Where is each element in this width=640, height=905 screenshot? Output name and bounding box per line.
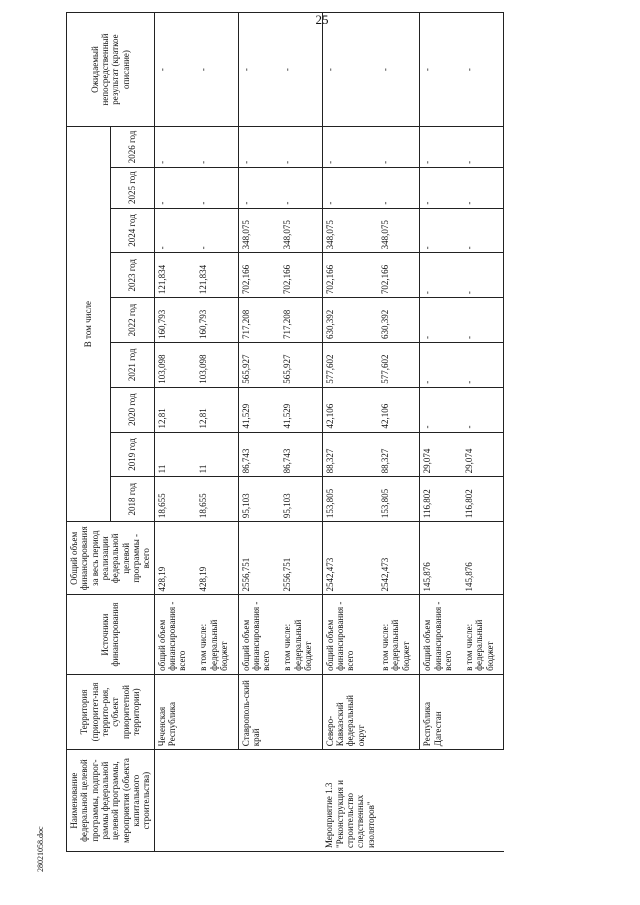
- header-year: 2024 год: [110, 208, 154, 253]
- cell-year-value: -: [322, 167, 378, 208]
- financing-table: [66, 12, 504, 852]
- cell-year-value: 348,075: [280, 208, 322, 253]
- cell-year-value: 88,327: [378, 432, 420, 477]
- cell-year-value: 116,802: [462, 477, 504, 522]
- header-including: В том числе: [67, 127, 111, 522]
- header-year: 2023 год: [110, 253, 154, 298]
- header-year: 2026 год: [110, 127, 154, 168]
- cell-total: 2542,473: [378, 522, 420, 595]
- cell-year-value: -: [420, 167, 462, 208]
- header-year: 2025 год: [110, 167, 154, 208]
- cell-year-value: 717,208: [238, 298, 280, 343]
- table-row: [238, 13, 280, 852]
- cell-year-value: 11: [196, 432, 238, 477]
- cell-year-value: 95,103: [280, 477, 322, 522]
- cell-year-value: 160,793: [154, 298, 196, 343]
- table-row: [280, 13, 322, 852]
- header-year: 2020 год: [110, 387, 154, 432]
- header-total: Общий объем финансирования за весь период реализации федеральной целевой программы - всего: [67, 522, 155, 595]
- cell-year-value: 565,927: [238, 342, 280, 387]
- cell-territory: [196, 674, 238, 749]
- cell-year-value: 41,529: [280, 387, 322, 432]
- cell-year-value: 121,834: [154, 253, 196, 298]
- cell-year-value: -: [154, 127, 196, 168]
- cell-result: -: [154, 13, 196, 127]
- cell-result: -: [462, 13, 504, 127]
- header-year: 2021 год: [110, 342, 154, 387]
- cell-year-value: 29,074: [462, 432, 504, 477]
- cell-year-value: 717,208: [280, 298, 322, 343]
- cell-year-value: -: [420, 387, 462, 432]
- cell-year-value: 42,106: [322, 387, 378, 432]
- table-row: [420, 13, 462, 852]
- cell-year-value: 348,075: [322, 208, 378, 253]
- cell-year-value: 12,81: [154, 387, 196, 432]
- cell-year-value: -: [196, 167, 238, 208]
- cell-result: -: [196, 13, 238, 127]
- cell-year-value: -: [462, 167, 504, 208]
- cell-year-value: 116,802: [420, 477, 462, 522]
- cell-year-value: -: [462, 342, 504, 387]
- cell-year-value: -: [378, 127, 420, 168]
- cell-source: общий объем финансирования - всего: [238, 595, 280, 674]
- footer-code-text: 28021058.doc: [36, 826, 45, 872]
- table-row: [196, 13, 238, 852]
- cell-name: [196, 750, 238, 852]
- cell-year-value: 702,166: [238, 253, 280, 298]
- page-number: 25: [315, 12, 329, 27]
- cell-source: в том числе: федеральный бюджет: [378, 595, 420, 674]
- table-row: [154, 13, 196, 852]
- header-result: Ожидаемый непосредственный результат (краткое описание): [67, 13, 155, 127]
- cell-territory: [280, 674, 322, 749]
- cell-territory: Республика Дагестан: [420, 674, 462, 749]
- financing-table-container: [66, 12, 582, 852]
- cell-year-value: -: [378, 167, 420, 208]
- cell-year-value: 95,103: [238, 477, 280, 522]
- cell-year-value: -: [238, 167, 280, 208]
- cell-source: в том числе: федеральный бюджет: [196, 595, 238, 674]
- cell-name: [280, 750, 322, 852]
- cell-year-value: 12,81: [196, 387, 238, 432]
- cell-year-value: -: [238, 127, 280, 168]
- cell-total: 145,876: [462, 522, 504, 595]
- cell-year-value: 565,927: [280, 342, 322, 387]
- cell-year-value: -: [154, 167, 196, 208]
- cell-year-value: 702,166: [378, 253, 420, 298]
- cell-year-value: -: [280, 167, 322, 208]
- cell-source: общий объем финансирования - всего: [154, 595, 196, 674]
- cell-source: общий объем финансирования - всего: [420, 595, 462, 674]
- header-year: 2022 год: [110, 298, 154, 343]
- cell-year-value: -: [420, 253, 462, 298]
- cell-year-value: -: [196, 127, 238, 168]
- cell-source: в том числе: федеральный бюджет: [280, 595, 322, 674]
- cell-year-value: 153,805: [322, 477, 378, 522]
- cell-year-value: 630,392: [378, 298, 420, 343]
- cell-year-value: 18,655: [196, 477, 238, 522]
- cell-year-value: 103,098: [154, 342, 196, 387]
- cell-year-value: 88,327: [322, 432, 378, 477]
- cell-name: [378, 750, 420, 852]
- table-header: [67, 13, 155, 852]
- table-row: [322, 13, 378, 852]
- header-name: Наименование федеральной целевой программы, подпрог-раммы федеральной целевой программы, мероприятия (объекта капитального строительства): [67, 750, 155, 852]
- cell-year-value: 86,743: [238, 432, 280, 477]
- cell-name: [154, 750, 196, 852]
- cell-year-value: 29,074: [420, 432, 462, 477]
- cell-territory: Ставрополь-ский край: [238, 674, 280, 749]
- header-source: Источники финансирования: [67, 595, 155, 674]
- cell-year-value: 103,098: [196, 342, 238, 387]
- cell-year-value: -: [154, 208, 196, 253]
- cell-name: [462, 750, 504, 852]
- cell-total: 2556,751: [280, 522, 322, 595]
- cell-name: Мероприятие 1.3 "Реконструкция и строительство следственных изоляторов": [322, 750, 378, 852]
- cell-result: -: [378, 13, 420, 127]
- cell-result: -: [280, 13, 322, 127]
- cell-year-value: 41,529: [238, 387, 280, 432]
- cell-name: [238, 750, 280, 852]
- cell-territory: [462, 674, 504, 749]
- cell-year-value: -: [420, 208, 462, 253]
- cell-year-value: -: [462, 208, 504, 253]
- header-year: 2018 год: [110, 477, 154, 522]
- cell-year-value: -: [420, 127, 462, 168]
- header-territory: Территория (приоритет-ная террито-рия, субъект приоритетной территории): [67, 674, 155, 749]
- cell-total: 428,19: [154, 522, 196, 595]
- cell-territory: Чеченская Республика: [154, 674, 196, 749]
- cell-result: -: [420, 13, 462, 127]
- cell-year-value: 348,075: [238, 208, 280, 253]
- cell-result: -: [238, 13, 280, 127]
- cell-year-value: 630,392: [322, 298, 378, 343]
- cell-total: 428,19: [196, 522, 238, 595]
- cell-source: в том числе: федеральный бюджет: [462, 595, 504, 674]
- cell-total: 2542,473: [322, 522, 378, 595]
- cell-year-value: 153,805: [378, 477, 420, 522]
- cell-total: 2556,751: [238, 522, 280, 595]
- cell-year-value: 11: [154, 432, 196, 477]
- cell-total: 145,876: [420, 522, 462, 595]
- cell-year-value: -: [462, 298, 504, 343]
- cell-year-value: -: [280, 127, 322, 168]
- cell-year-value: -: [196, 208, 238, 253]
- cell-year-value: 121,834: [196, 253, 238, 298]
- cell-year-value: 160,793: [196, 298, 238, 343]
- cell-result: -: [322, 13, 378, 127]
- cell-year-value: 702,166: [322, 253, 378, 298]
- cell-year-value: 42,106: [378, 387, 420, 432]
- cell-year-value: 577,602: [378, 342, 420, 387]
- table-row: [378, 13, 420, 852]
- table-body: [154, 13, 504, 852]
- table-row: [462, 13, 504, 852]
- cell-year-value: -: [462, 253, 504, 298]
- cell-year-value: 86,743: [280, 432, 322, 477]
- cell-territory: Северо-Кавказский федеральный округ: [322, 674, 378, 749]
- cell-year-value: 18,655: [154, 477, 196, 522]
- cell-year-value: -: [420, 298, 462, 343]
- cell-year-value: 348,075: [378, 208, 420, 253]
- cell-territory: [378, 674, 420, 749]
- cell-year-value: 702,166: [280, 253, 322, 298]
- cell-source: общий объем финансирования - всего: [322, 595, 378, 674]
- cell-year-value: -: [322, 127, 378, 168]
- cell-year-value: 577,602: [322, 342, 378, 387]
- cell-year-value: -: [420, 342, 462, 387]
- cell-name: [420, 750, 462, 852]
- cell-year-value: -: [462, 387, 504, 432]
- header-year: 2019 год: [110, 432, 154, 477]
- cell-year-value: -: [462, 127, 504, 168]
